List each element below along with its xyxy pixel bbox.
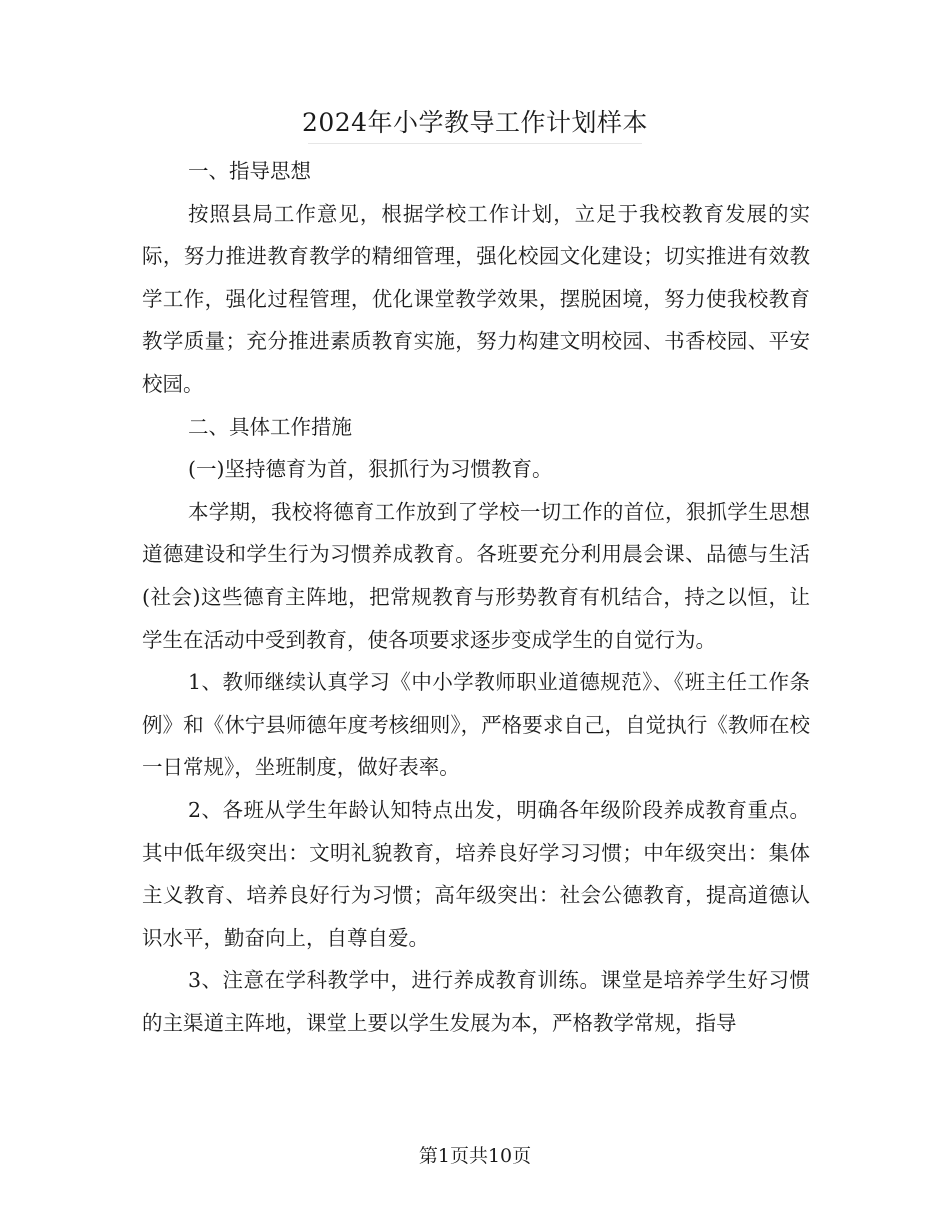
paragraph: 按照县局工作意见，根据学校工作计划，立足于我校教育发展的实际，努力推进教育教学的精细管理，强化校园文化建设；切实推进有效教学工作，强化过程管理，优化课堂教学效果，摆脱困境，努力使我校教育教学质量；充分推进素质教育实施，努力构建文明校园、书香校园、平安校园。 [142, 201, 810, 396]
document-body [142, 150, 810, 1044]
paragraph: 本学期，我校将德育工作放到了学校一切工作的首位，狠抓学生思想道德建设和学生行为习惯养成教育。各班要充分利用晨会课、品德与生活(社会)这些德育主阵地，把常规教育与形势教育有机结合，持之以恒，让学生在活动中受到教育，使各项要求逐步变成学生的自觉行为。 [142, 499, 810, 652]
list-item: 1、教师继续认真学习《中小学教师职业道德规范》、《班主任工作条例》和《休宁县师德年度考核细则》，严格要求自己，自觉执行《教师在校一日常规》，坐班制度，做好表率。 [142, 670, 810, 780]
subsection-heading: (一)坚持德育为首，狠抓行为习惯教育。 [188, 457, 553, 482]
page-number: 第1页共10页 [418, 1145, 532, 1167]
list-item: 2、各班从学生年龄认知特点出发，明确各年级阶段养成教育重点。其中低年级突出：文明礼貌教育，培养良好学习习惯；中年级突出：集体主义教育、培养良好行为习惯；高年级突出：社会公德教育，提高道德认识水平，勤奋向上，自尊自爱。 [142, 797, 810, 950]
title-underline [308, 143, 642, 144]
section-heading: 一、指导思想 [188, 159, 311, 183]
list-item: 3、注意在学科教学中，进行养成教育训练。课堂是培养学生好习惯的主渠道主阵地，课堂上要以学生发展为本，严格教学常规，指导 [142, 968, 810, 1035]
section-heading: 二、具体工作措施 [188, 414, 352, 439]
document-title: 2024年小学教导工作计划样本 [301, 108, 649, 137]
